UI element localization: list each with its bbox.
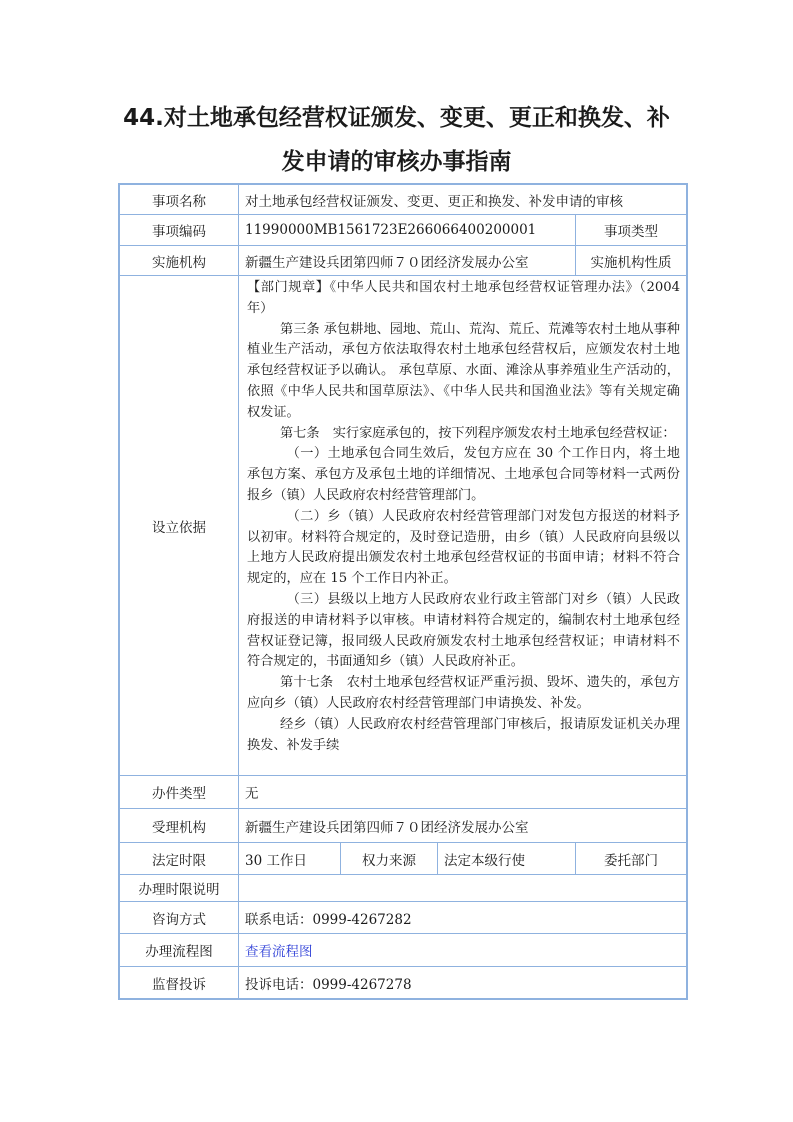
consult-label: 咨询方式 bbox=[120, 902, 239, 934]
flowchart-label: 办理流程图 bbox=[120, 934, 239, 967]
accepting-agency-value: 新疆生产建设兵团第四师７０团经济发展办公室 bbox=[239, 809, 686, 843]
basis-paragraph: 第七条 实行家庭承包的，按下列程序颁发农村土地承包经营权证： bbox=[280, 425, 676, 441]
item-code-value: 11990000MB1561723E266066400200001 bbox=[239, 215, 576, 246]
complaint-value: 投诉电话：0999-4267278 bbox=[245, 976, 412, 993]
basis-paragraph: 第三条 承包耕地、园地、荒山、荒沟、荒丘、荒滩等农村土地从事种植业生产活动，承包方依法取得农村土地承包经营权后，应颁发农村土地承包经营权证予以确认。 承包草原、水面、滩涂从事养殖业生产活动的，依照《中华人民共和国草原法》、《中华人民共和国渔业法》等有关规定确权发证。 bbox=[247, 321, 680, 420]
complaint-label: 监督投诉 bbox=[120, 967, 239, 998]
accepting-agency-label: 受理机构 bbox=[120, 809, 239, 843]
agency-value: 新疆生产建设兵团第四师７０团经济发展办公室 bbox=[239, 246, 576, 276]
consult-value: 联系电话：0999-4267282 bbox=[239, 902, 686, 934]
title-line-1: 44.对土地承包经营权证颁发、变更、更正和换发、补 bbox=[123, 105, 670, 131]
agency-label: 实施机构 bbox=[120, 246, 239, 276]
item-type-label: 事项类型 bbox=[576, 215, 686, 246]
item-code-label: 事项编码 bbox=[120, 215, 239, 246]
time-limit-value: 30 工作日 bbox=[239, 843, 341, 875]
entrusted-dept-label: 委托部门 bbox=[576, 843, 686, 875]
basis-paragraph: （二）乡（镇）人民政府农村经营管理部门对发包方报送的材料予以初审。材料符合规定的，及时登记造册，由乡（镇）人民政府向县级以上地方人民政府提出颁发农村土地承包经营权证的书面申请；材料不符合规定的，应在 15 个工作日内补正。 bbox=[247, 508, 680, 587]
time-note-value bbox=[239, 875, 686, 902]
basis-paragraph: 第十七条 农村土地承包经营权证严重污损、毁坏、遗失的，承包方应向乡（镇）人民政府农村经营管理部门申请换发、补发。 bbox=[247, 675, 680, 711]
flowchart-cell bbox=[239, 934, 686, 967]
time-limit-label: 法定时限 bbox=[120, 843, 239, 875]
authority-source-label: 权力来源 bbox=[341, 843, 438, 875]
basis-label: 设立依据 bbox=[120, 276, 239, 776]
view-flowchart-link[interactable]: 查看流程图 bbox=[245, 944, 313, 960]
basis-paragraph: （三）县级以上地方人民政府农业行政主管部门对乡（镇）人民政府报送的申请材料予以审核。申请材料符合规定的，编制农村土地承包经营权证登记簿，报同级人民政府颁发农村土地承包经营权证；申请材料不符合规定的，书面通知乡（镇）人民政府补正。 bbox=[247, 591, 680, 670]
title-line-2: 发申请的审核办事指南 bbox=[281, 149, 512, 175]
authority-source-value: 法定本级行使 bbox=[438, 843, 576, 875]
basis-paragraph: （一）土地承包合同生效后，发包方应在 30 个工作日内，将土地承包方案、承包方及承包土地的详细情况、土地承包合同等材料一式两份报乡（镇）人民政府农村经营管理部门。 bbox=[247, 446, 680, 503]
basis-paragraph: 【部门规章】《中华人民共和国农村土地承包经营权证管理办法》（2004 年） bbox=[247, 280, 680, 316]
item-name-value: 对土地承包经营权证颁发、变更、更正和换发、补发申请的审核 bbox=[239, 185, 686, 215]
page-title bbox=[100, 96, 693, 184]
agency-nature-label: 实施机构性质 bbox=[576, 246, 686, 276]
basis-paragraph: 经乡（镇）人民政府农村经营管理部门审核后，报请原发证机关办理换发、补发手续 bbox=[247, 716, 680, 753]
case-type-value: 无 bbox=[239, 776, 686, 809]
time-note-label: 办理时限说明 bbox=[120, 875, 239, 902]
case-type-label: 办件类型 bbox=[120, 776, 239, 809]
item-name-label: 事项名称 bbox=[120, 185, 239, 215]
basis-text bbox=[239, 276, 688, 756]
